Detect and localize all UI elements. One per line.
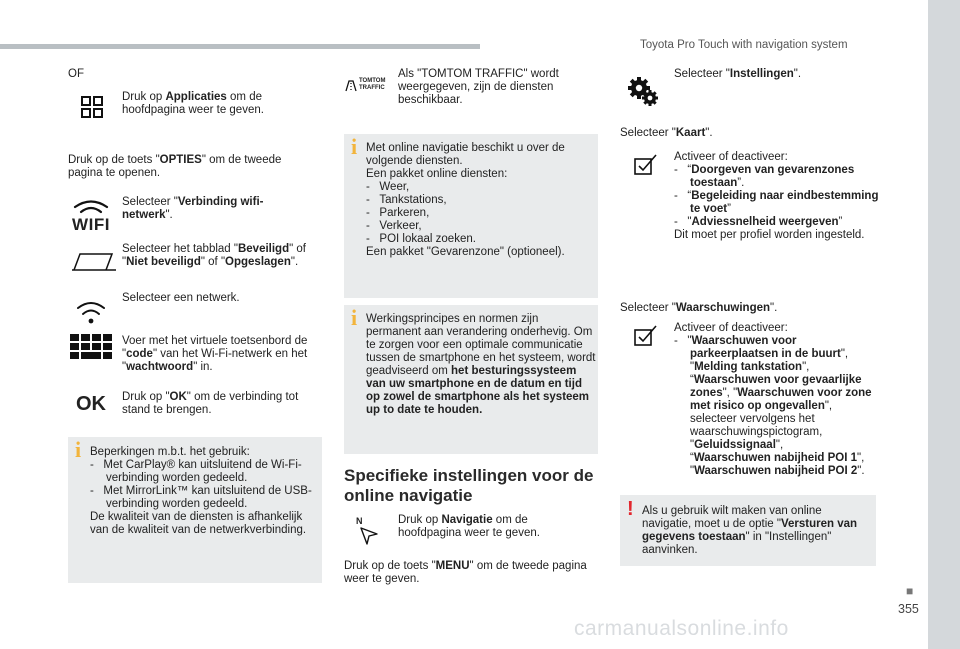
side-tab <box>928 0 960 649</box>
wifi-signal-icon <box>76 300 106 326</box>
keyboard-icon <box>70 334 112 360</box>
instellingen-text: Selecteer "Instellingen". <box>674 68 802 80</box>
waarschuwingen-text: Selecteer "Waarschuwingen". <box>620 302 778 314</box>
service-item: - Verkeer, <box>366 220 422 232</box>
watermark: carmanualsonline.info <box>574 617 789 640</box>
opties-text: Druk op de toets "OPTIES" om de tweede pagina te openen. <box>68 154 282 179</box>
per-profile-note: Dit moet per profiel worden ingesteld. <box>674 229 865 241</box>
settings-gears-icon <box>626 74 660 108</box>
netwerk-text: Selecteer een netwerk. <box>122 292 240 304</box>
service-item: - Parkeren, <box>366 207 430 219</box>
services-optional: Een pakket "Gevarenzone" (optioneel). <box>366 246 565 258</box>
beveiligd-text: Selecteer het tabblad "Beveiligd" of "Niet beveiligd" of "Opgeslagen". <box>122 243 306 268</box>
wifi-netwerk-text: Selecteer "Verbinding wifi-netwerk". <box>122 196 264 221</box>
section-heading: Specifieke instellingen voor de online navigatie <box>344 466 594 505</box>
of-label: OF <box>68 68 84 80</box>
tomtom-text: Als "TOMTOM TRAFFIC" wordt weergegeven, zijn de diensten beschikbaar. <box>398 68 559 106</box>
option-walking-guidance: - “Begeleiding naar eindbestemming te voet” <box>674 190 879 215</box>
kaart-text: Selecteer "Kaart". <box>620 127 713 139</box>
header-bar <box>0 44 480 49</box>
option-hazard-zones: - “Doorgeven van gevarenzones toestaan”. <box>674 164 855 189</box>
wifi-label: WIFI <box>72 215 110 234</box>
apps-grid-icon <box>80 95 104 119</box>
activate-label: Activeer of deactiveer: <box>674 151 788 163</box>
option-danger-zones: “Waarschuwen voor gevaarlijke zones", "Waarschuwen voor zone met risico op ongevallen", <box>690 374 872 412</box>
navigatie-text: Druk op Navigatie om de hoofdpagina weer te geven. <box>398 514 540 539</box>
menu-text: Druk op de toets "MENU" om de tweede pagina weer te geven. <box>344 560 587 585</box>
warning-exclamation-icon: ! <box>627 498 634 520</box>
warning-text: Als u gebruik wilt maken van online navigatie, moet u de optie "Versturen van gegevens toestaan" in "Instellingen" aanvinken. <box>642 505 858 556</box>
principles-text: Werkingsprincipes en normen zijn permanent aan verandering onderhevig. Om te zorgen voor een optimale communicatie tussen de smartphone en het systeem, wordt geadviseerd om het besturingssysteem van uw smartphone en de datum en tijd op zowel de smartphone als het systeem up to date te houden. <box>366 313 596 416</box>
map-options <box>674 151 880 242</box>
info-box-principles <box>344 305 598 454</box>
limitations-outro: De kwaliteit van de diensten is afhankelijk van de kwaliteit van de netwerkverbinding. <box>90 511 307 536</box>
page-header-title: Toyota Pro Touch with navigation system <box>640 39 848 51</box>
services-intro: Met online navigatie beschikt u over de volgende diensten. <box>366 142 565 167</box>
page-number: 355 <box>898 602 919 616</box>
services-package: Een pakket online diensten: <box>366 168 508 180</box>
applicaties-text: Druk op Applicaties om de hoofdpagina weer te geven. <box>122 91 264 116</box>
warning-options <box>674 322 886 478</box>
info-box-services <box>344 134 598 298</box>
page-marker: ■ <box>906 584 914 598</box>
ok-icon: OK <box>76 393 106 415</box>
info-icon: i <box>351 134 358 159</box>
tomtom-label: TOMTOM TRAFFIC <box>359 78 386 91</box>
info-box-limitations <box>68 437 322 583</box>
navigation-icon: N <box>356 516 382 546</box>
checkbox-icon <box>632 154 658 176</box>
option-poi-nearby: “Waarschuwen nabijheid POI 1", "Waarschuwen nabijheid POI 2". <box>690 452 865 477</box>
option-parking-nearby: - "Waarschuwen voor parkeerplaatsen in de buurt", <box>674 335 849 360</box>
tab-icon <box>72 252 116 272</box>
service-item: - Tankstations, <box>366 194 447 206</box>
checkbox-icon <box>632 325 658 347</box>
ok-text: Druk op "OK" om de verbinding tot stand te brengen. <box>122 391 299 416</box>
limitations-item-mirrorlink: - Met MirrorLink™ kan uitsluitend de USB-verbinding worden gedeeld. <box>90 485 312 510</box>
service-item: - Weer, <box>366 181 410 193</box>
service-item: - POI lokaal zoeken. <box>366 233 476 245</box>
option-sound-signal: "Geluidssignaal", <box>690 439 784 451</box>
code-text: Voer met het virtuele toetsenbord de "code" van het Wi-Fi-netwerk en het "wachtwoord" in. <box>122 335 308 373</box>
activate-label: Activeer of deactiveer: <box>674 322 788 334</box>
select-icon-note: selecteer vervolgens het waarschuwingspictogram, <box>690 413 823 438</box>
limitations-intro: Beperkingen m.b.t. het gebruik: <box>90 446 250 458</box>
limitations-item-carplay: - Met CarPlay® kan uitsluitend de Wi-Fi-verbinding worden gedeeld. <box>90 459 302 484</box>
warning-box <box>620 495 876 566</box>
info-icon: i <box>75 437 82 462</box>
info-icon: i <box>351 305 358 330</box>
option-speed-advice: - "Adviessnelheid weergeven” <box>674 216 843 228</box>
tomtom-traffic-icon <box>344 78 390 94</box>
option-gas-station: "Melding tankstation", <box>690 361 810 373</box>
wifi-icon <box>68 199 114 235</box>
